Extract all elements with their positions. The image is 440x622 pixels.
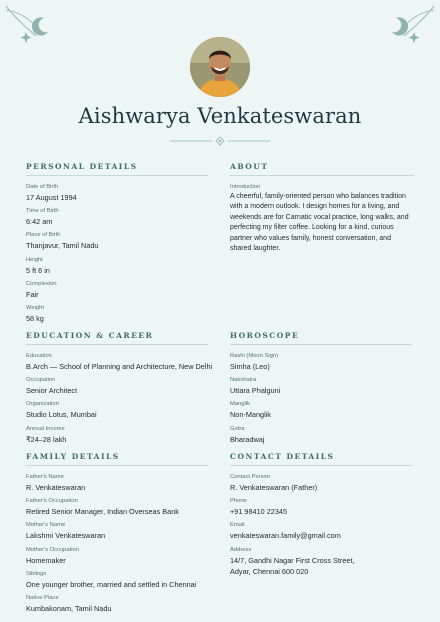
education-career-section [26, 331, 213, 449]
field-value: +91 98410 22345 [230, 507, 288, 517]
field-organization [26, 400, 208, 420]
about-section [230, 162, 414, 254]
field-label: Mother's Occupation [26, 546, 79, 553]
field-rashi [230, 352, 412, 372]
field-label: Time of Birth [26, 208, 59, 215]
field-label: Phone [230, 498, 247, 505]
field-label: Mother's Name [26, 522, 66, 529]
field-contact-person [230, 473, 412, 493]
field-height [26, 256, 208, 276]
section-title: HOROSCOPE [230, 331, 412, 345]
field-manglik [230, 400, 412, 420]
horoscope-section [230, 331, 412, 449]
field-value: One younger brother, married and settled in Chennai [26, 579, 197, 589]
field-value: Lakshmi Venkateswaran [26, 531, 106, 541]
diamond-divider-icon [170, 136, 270, 146]
field-label: Gotra [230, 425, 245, 432]
family-details-section [26, 452, 208, 618]
crescent-moon-star-icon [388, 4, 436, 44]
field-label: Father's Name [26, 474, 64, 480]
field-nakshatra [230, 376, 412, 396]
field-value: Uttara Phalguni [230, 386, 281, 396]
field-value: Senior Architect [26, 386, 78, 396]
field-label: Contact Person [230, 474, 270, 480]
field-value: Retired Senior Manager, Indian Overseas Bank [26, 507, 179, 517]
field-label: Annual Income [26, 425, 65, 432]
field-native-place [26, 594, 208, 614]
field-label: Native Place [26, 594, 59, 601]
field-email [230, 521, 412, 541]
field-label: Height [26, 256, 43, 263]
personal-details-section [26, 162, 208, 328]
field-value: 6:42 am [26, 217, 53, 227]
profile-name: Aishwarya Venkateswaran [78, 104, 362, 128]
section-title: ABOUT [230, 162, 414, 176]
field-label: Manglik [230, 401, 250, 408]
field-label: Nakshatra [230, 377, 257, 384]
section-title: FAMILY DETAILS [26, 452, 208, 466]
field-value: R. Venkateswaran (Father) [230, 483, 318, 492]
field-value: Fair [26, 289, 39, 299]
field-label: Complexion [26, 280, 57, 287]
about-text: A cheerful, family-oriented person who balances tradition with a modern outlook. I design homes for a living, and weekends are for Carnatic vocal practice, long walks, and perfecting my filter coffee. Looking for a kind, curious partner who values family, honest conversation, and shared laughter. [230, 193, 409, 253]
field-value: Simha (Leo) [230, 362, 270, 371]
field-fathers-occupation [26, 497, 208, 517]
section-title: EDUCATION & CAREER [26, 331, 208, 345]
field-date-of-birth [26, 183, 208, 203]
field-complexion [26, 280, 208, 300]
contact-details-section [230, 452, 412, 581]
field-gotra [230, 425, 412, 445]
field-label: Place of Birth [26, 232, 61, 239]
field-occupation [26, 376, 208, 396]
field-label: Father's Occupation [26, 498, 78, 505]
field-label: Address [230, 546, 252, 553]
field-value: R. Venkateswaran [26, 483, 86, 492]
field-mothers-occupation [26, 546, 208, 566]
field-weight [26, 304, 208, 324]
field-phone [230, 497, 412, 517]
field-value: Bharadwaj [230, 434, 265, 444]
field-mothers-name [26, 521, 208, 541]
field-value: 14/7, Gandhi Nagar First Cross Street, Adyar, Chennai 600 020 [230, 555, 355, 576]
field-value: Thanjavur, Tamil Nadu [26, 241, 99, 251]
field-label: Siblings [26, 570, 47, 577]
field-value: Non-Manglik [230, 410, 271, 420]
section-title: PERSONAL DETAILS [26, 162, 208, 176]
field-education [26, 352, 213, 372]
field-annual-income [26, 425, 208, 445]
field-place-of-birth [26, 231, 208, 251]
field-label: Education [26, 353, 52, 359]
field-value: Homemaker [26, 555, 66, 565]
field-value: venkateswaran.family@gmail.com [230, 531, 341, 541]
field-label: Rashi (Moon Sign) [230, 353, 279, 359]
field-label: Introduction [230, 184, 261, 190]
crescent-moon-star-icon [4, 4, 52, 44]
field-fathers-name [26, 473, 208, 493]
field-value: 58 kg [26, 313, 44, 323]
field-label: Email [230, 522, 245, 529]
field-value: 17 August 1994 [26, 193, 77, 202]
field-value: Studio Lotus, Mumbai [26, 410, 97, 420]
field-label: Occupation [26, 377, 56, 384]
field-siblings [26, 570, 208, 590]
field-label: Date of Birth [26, 184, 59, 190]
section-title: CONTACT DETAILS [230, 452, 412, 466]
field-label: Organization [26, 401, 59, 408]
field-time-of-birth [26, 207, 208, 227]
profile-photo [190, 37, 250, 97]
field-value: Kumbakonam, Tamil Nadu [26, 603, 112, 613]
field-value: B.Arch — School of Planning and Architecture, New Delhi [26, 362, 213, 371]
field-label: Weight [26, 304, 44, 311]
field-value: 5 ft 6 in [26, 265, 50, 275]
field-address [230, 546, 412, 577]
field-value: ₹24–28 lakh [26, 434, 67, 444]
